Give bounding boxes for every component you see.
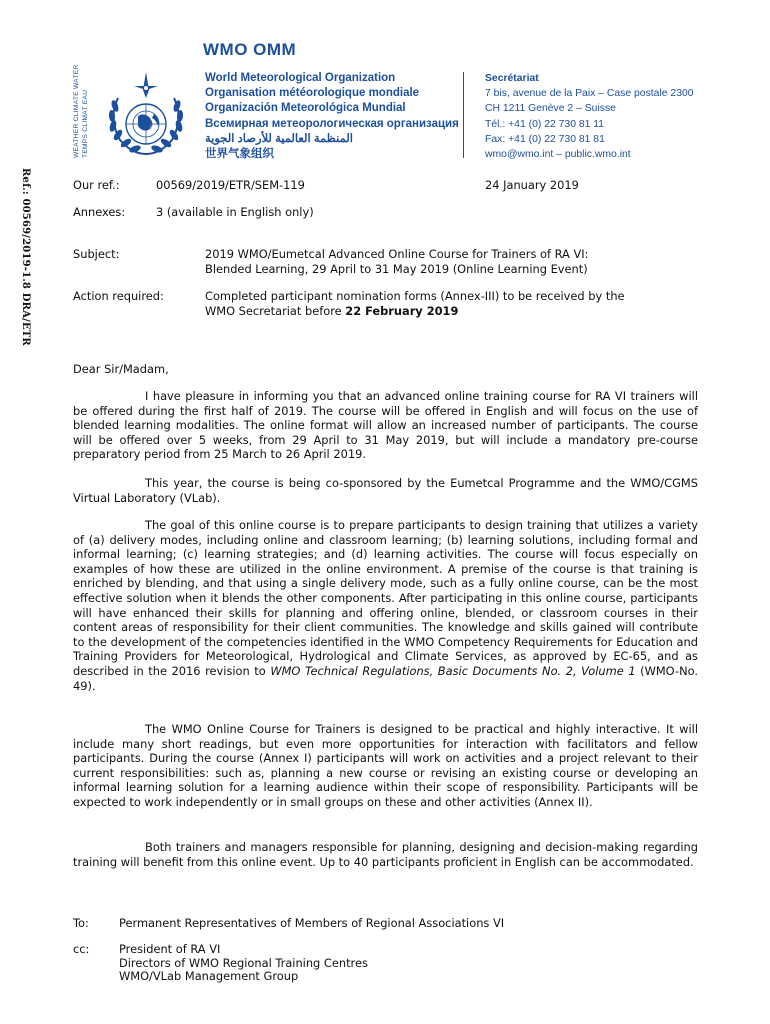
brand-title: WMO OMM — [203, 40, 297, 59]
paragraph-3 — [73, 518, 698, 693]
header-divider — [463, 72, 464, 158]
technical-regulations-title: WMO Technical Regulations, Basic Documents No. 2, Volume 1 — [270, 663, 636, 678]
org-name-fr: Organisation météorologique mondiale — [205, 87, 420, 100]
paragraph-2: This year, the course is being co-sponsored by the Eumetcal Programme and the WMO/CGMS Virtual Laboratory (VLab). — [73, 476, 698, 505]
wmo-emblem-icon — [98, 68, 194, 160]
annexes-label: Annexes: — [73, 205, 126, 219]
letter-date: 24 January 2019 — [485, 178, 579, 192]
vertical-tagline-2: TEMPS CLIMAT EAU — [82, 89, 89, 158]
organization-names — [205, 71, 459, 162]
action-label: Action required: — [73, 289, 164, 303]
letterhead — [0, 0, 770, 170]
secretariat-line: 7 bis, avenue de la Paix – Case postale 2300 — [485, 88, 694, 100]
org-name-es: Organización Meteorológica Mundial — [205, 102, 406, 115]
deadline-date: 22 February 2019 — [345, 304, 459, 318]
paragraph-3-end: (WMO-No. 49). — [73, 663, 698, 693]
cc-label: cc: — [73, 942, 90, 956]
side-reference: Ref.: 00569/2019-1.8 DRA/ETR — [20, 168, 31, 346]
annexes-value: 3 (available in English only) — [156, 205, 314, 219]
org-name-ar: المنظمة العالمية للأرصاد الجوية — [205, 132, 353, 145]
our-ref-label: Our ref.: — [73, 178, 120, 192]
secretariat-address — [485, 71, 694, 162]
secretariat-title: Secrétariat — [485, 73, 539, 84]
subject-label: Subject: — [73, 247, 120, 261]
action-line-1: Completed participant nomination forms (Annex-III) to be received by the — [205, 289, 625, 303]
cc-value: President of RA VI — [119, 942, 221, 956]
salutation: Dear Sir/Madam, — [73, 362, 169, 376]
cc-value: WMO/VLab Management Group — [119, 969, 299, 983]
action-line-2 — [205, 304, 458, 319]
paragraph-1: I have pleasure in informing you that an advanced online training course for RA VI trainers will be offered during the first half of 2019. The course will be offered in English and will focus on the use of blended learning modalities. The online format will allow an increased number of participants. The course will be offered over 5 weeks, from 29 April to 31 May 2019, but will include a mandatory pre-course preparatory period from 25 March to 26 April 2019. — [73, 389, 698, 462]
subject-line-1: 2019 WMO/Eumetcal Advanced Online Course for Trainers of RA VI: — [205, 247, 589, 261]
to-label: To: — [73, 916, 89, 930]
action-line-2-prefix: WMO Secretariat before — [205, 304, 346, 318]
our-ref-value: 00569/2019/ETR/SEM-119 — [156, 178, 305, 192]
org-name-en: World Meteorological Organization — [205, 72, 396, 84]
org-name-ru: Всемирная метеорологическая организация — [205, 117, 459, 130]
cc-value: Directors of WMO Regional Training Centres — [119, 956, 368, 970]
paragraph-3-text: The goal of this online course is to prepare participants to design training that utilizes a variety of (a) delivery modes, including online and classroom learning; (b) learning solutions, including formal and informal learning; (c) learning strategies; and (d) learning activities. The course will focus especially on examples of how these are utilized in the online environment. A premise of the course is that training is enriched by blending, and that using a single delivery mode, such as a fully online course, can be the most effective solution when it blends the other components. After participating in this online course, participants will have enhanced their skills for planning and offering online, blended, or classroom courses in their content areas of responsibility for their client communities. The knowledge and skills gained will contribute to the development of the competencies identified in the WMO Competency Requirements for Education and Training Providers for Meteorological, Hydrological and Climate Services, as approved by EC-65, and as described in the 2016 revision to — [73, 518, 698, 678]
paragraph-4: The WMO Online Course for Trainers is designed to be practical and highly interactive. It will include many short readings, but even more opportunities for interaction with facilitators and fellow participants. During the course (Annex I) participants will work on activities and a project relevant to their current responsibilities: such as, planning a new course or revising an existing course or developing an informal learning solution for a learning audience within their scope of responsibility. Participants will be expected to work independently or in small groups on these and other activities (Annex II). — [73, 722, 698, 809]
vertical-tagline-1: WEATHER CLIMATE WATER — [73, 64, 80, 158]
paragraph-5: Both trainers and managers responsible for planning, designing and decision-making regarding training will benefit from this online event. Up to 40 participants proficient in English can be accommodated. — [73, 840, 698, 869]
secretariat-line: CH 1211 Genève 2 – Suisse — [485, 103, 616, 115]
secretariat-fax: Fax: +41 (0) 22 730 81 81 — [485, 133, 605, 145]
secretariat-phone: Tél.: +41 (0) 22 730 81 11 — [485, 118, 605, 130]
org-name-zh: 世界气象组织 — [205, 148, 274, 161]
to-value: Permanent Representatives of Members of Regional Associations VI — [119, 916, 505, 930]
secretariat-contact[interactable]: wmo@wmo.int – public.wmo.int — [485, 149, 631, 161]
subject-line-2: Blended Learning, 29 April to 31 May 2019 (Online Learning Event) — [205, 262, 588, 276]
